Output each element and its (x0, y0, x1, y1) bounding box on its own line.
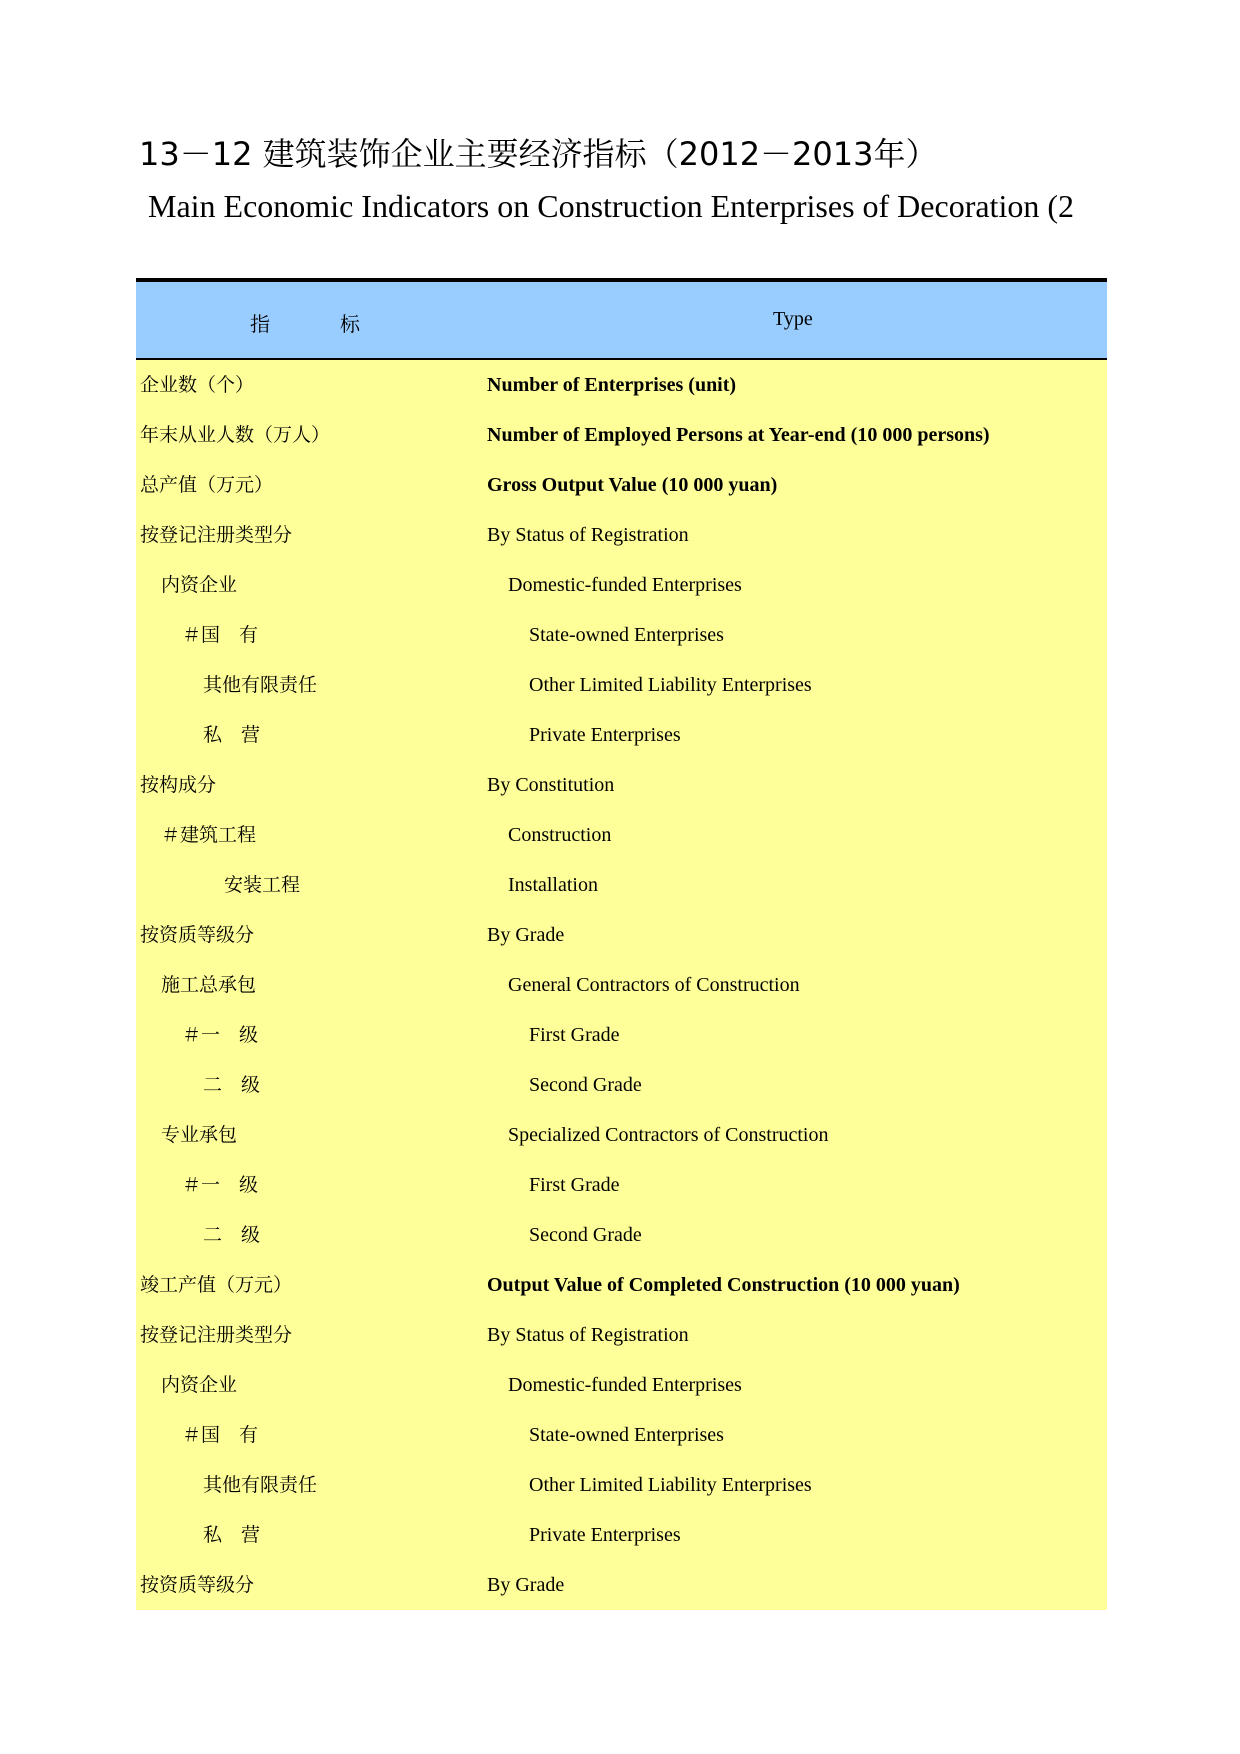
row-label-cn: 按登记注册类型分 (140, 1324, 293, 1346)
row-label-en: Domestic-funded Enterprises (508, 1374, 742, 1396)
table-row (136, 660, 1107, 710)
row-label-cn: ＃国 有 (182, 624, 259, 646)
row-label-cn: 内资企业 (161, 574, 238, 596)
row-label-en: By Grade (487, 924, 565, 946)
row-label-en: Domestic-funded Enterprises (508, 574, 742, 596)
table-row (136, 760, 1107, 810)
row-label-en: By Constitution (487, 774, 615, 796)
row-label-cn: 年末从业人数（万人） (140, 424, 331, 446)
table-row (136, 1210, 1107, 1260)
row-label-en: Specialized Contractors of Construction (508, 1124, 829, 1146)
table-row (136, 860, 1107, 910)
table-row (136, 960, 1107, 1010)
table-row (136, 910, 1107, 960)
table-row (136, 510, 1107, 560)
row-label-cn: 按资质等级分 (140, 1574, 255, 1596)
header-indicator-cn (250, 308, 360, 337)
row-label-en: Second Grade (529, 1224, 642, 1246)
table-body (136, 360, 1107, 1610)
row-label-cn: 按构成分 (140, 774, 217, 796)
table-row (136, 1060, 1107, 1110)
row-label-en: Construction (508, 824, 612, 846)
table-title-english: Main Economic Indicators on Construction Enterprises of Decoration (2 (148, 188, 1074, 224)
row-label-en: Gross Output Value (10 000 yuan) (487, 474, 778, 496)
row-label-cn: 内资企业 (161, 1374, 238, 1396)
row-label-en: State-owned Enterprises (529, 624, 724, 646)
row-label-cn: 按登记注册类型分 (140, 524, 293, 546)
row-label-cn: ＃建筑工程 (161, 824, 257, 846)
table-row (136, 710, 1107, 760)
header-cn-right: 标 (340, 314, 360, 336)
row-label-en: First Grade (529, 1174, 620, 1196)
row-label-cn: 私 营 (203, 1524, 261, 1546)
row-label-cn: 专业承包 (161, 1124, 238, 1146)
table-row (136, 1460, 1107, 1510)
table-row (136, 1110, 1107, 1160)
table-title-chinese: 13－12 建筑装饰企业主要经济指标（2012－2013年） (139, 135, 938, 173)
row-label-cn: 二 级 (203, 1074, 261, 1096)
row-label-cn: 安装工程 (224, 874, 301, 896)
row-label-en: By Status of Registration (487, 524, 689, 546)
header-cn-left: 指 (250, 314, 270, 336)
table-header (136, 282, 1107, 360)
table-row (136, 1160, 1107, 1210)
table-row (136, 460, 1107, 510)
table-row (136, 810, 1107, 860)
row-label-en: By Status of Registration (487, 1324, 689, 1346)
row-label-cn: 总产值（万元） (140, 474, 274, 496)
row-label-cn: ＃一 级 (182, 1174, 259, 1196)
table-row (136, 410, 1107, 460)
table-row (136, 1310, 1107, 1360)
row-label-en: General Contractors of Construction (508, 974, 800, 996)
table-row (136, 1560, 1107, 1610)
row-label-en: State-owned Enterprises (529, 1424, 724, 1446)
table-row (136, 560, 1107, 610)
table-row (136, 1360, 1107, 1410)
row-label-en: Other Limited Liability Enterprises (529, 1474, 812, 1496)
row-label-en: Output Value of Completed Construction (10 000 yuan) (487, 1274, 960, 1296)
row-label-en: Private Enterprises (529, 1524, 681, 1546)
table-row (136, 360, 1107, 410)
table-row (136, 1510, 1107, 1560)
table-row (136, 1260, 1107, 1310)
row-label-en: First Grade (529, 1024, 620, 1046)
row-label-en: Second Grade (529, 1074, 642, 1096)
row-label-cn: 竣工产值（万元） (140, 1274, 293, 1296)
row-label-cn: 其他有限责任 (203, 674, 318, 696)
table-row (136, 1410, 1107, 1460)
row-label-en: Private Enterprises (529, 724, 681, 746)
row-label-en: Installation (508, 874, 598, 896)
row-label-en: By Grade (487, 1574, 565, 1596)
table-row (136, 610, 1107, 660)
row-label-cn: ＃一 级 (182, 1024, 259, 1046)
row-label-cn: 私 营 (203, 724, 261, 746)
header-type-en: Type (773, 308, 813, 330)
row-label-en: Number of Employed Persons at Year-end (10 000 persons) (487, 424, 990, 446)
row-label-cn: 企业数（个） (140, 374, 255, 396)
indicator-table (136, 278, 1107, 1610)
row-label-cn: 其他有限责任 (203, 1474, 318, 1496)
row-label-cn: 施工总承包 (161, 974, 257, 996)
row-label-en: Other Limited Liability Enterprises (529, 674, 812, 696)
row-label-cn: ＃国 有 (182, 1424, 259, 1446)
table-row (136, 1010, 1107, 1060)
row-label-cn: 二 级 (203, 1224, 261, 1246)
row-label-en: Number of Enterprises (unit) (487, 374, 737, 396)
row-label-cn: 按资质等级分 (140, 924, 255, 946)
